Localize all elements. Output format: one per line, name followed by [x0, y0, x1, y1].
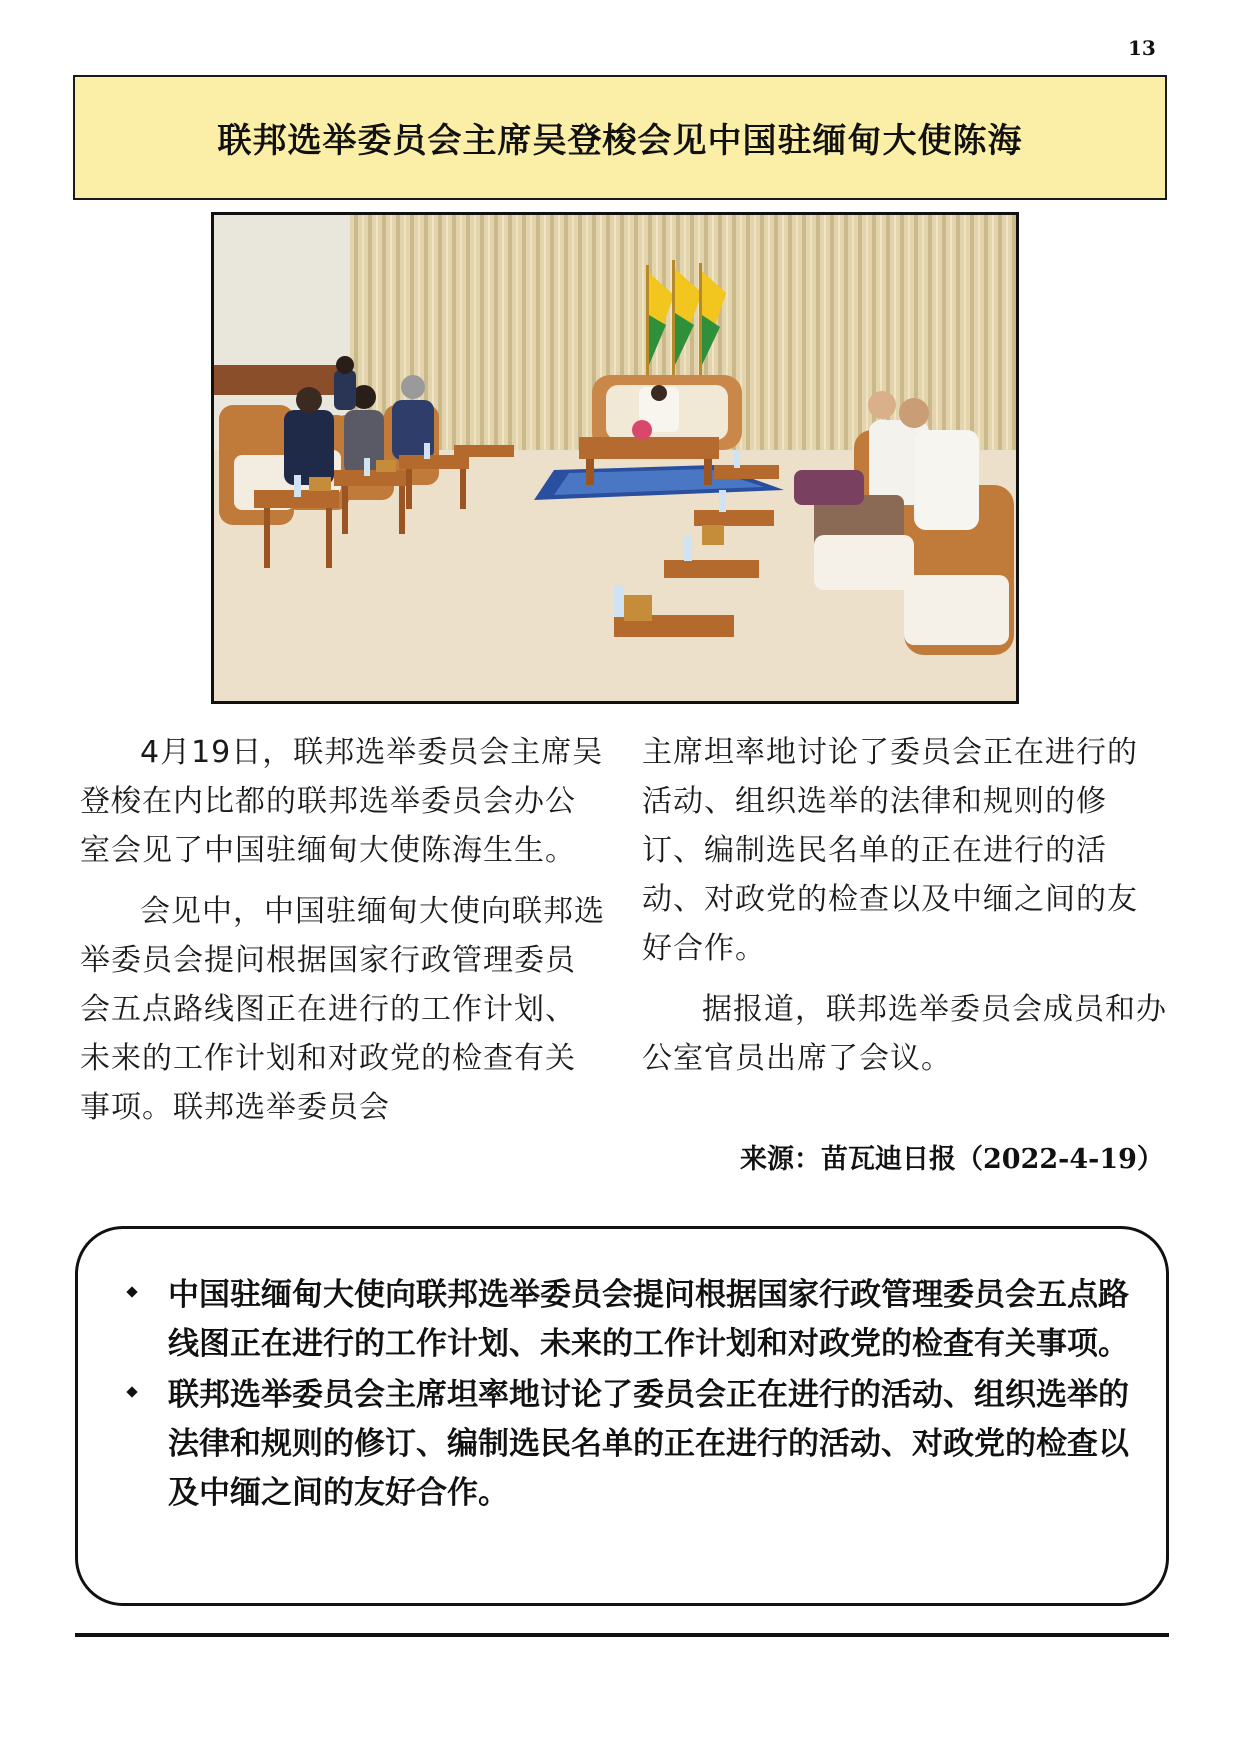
- article-paragraph: 主席坦率地讨论了委员会正在进行的活动、组织选举的法律和规则的修订、编制选民名单的正在进行的活动、对政党的检查以及中缅之间的友好合作。: [642, 735, 1138, 966]
- article-right-column: [642, 728, 1167, 1083]
- summary-item: [106, 1271, 1138, 1369]
- summary-item-text: 联邦选举委员会主席坦率地讨论了委员会正在进行的活动、组织选举的法律和规则的修订、编制选民名单的正在进行的活动、对政党的检查以及中缅之间的友好合作。: [168, 1377, 1129, 1511]
- diamond-bullet-icon: [126, 1286, 137, 1297]
- article-source: 来源：苗瓦迪日报（2022-4-19）: [740, 1144, 1164, 1175]
- summary-item-text: 中国驻缅甸大使向联邦选举委员会提问根据国家行政管理委员会五点路线图正在进行的工作计划、未来的工作计划和对政党的检查有关事项。: [168, 1277, 1129, 1362]
- summary-box: [75, 1226, 1169, 1606]
- meeting-photo-illustration: [214, 215, 1016, 701]
- article-paragraph: 4月19日，联邦选举委员会主席吴登梭在内比都的联邦选举委员会办公室会见了中国驻缅甸大使陈海生生。: [80, 735, 604, 868]
- title-banner: [73, 75, 1167, 200]
- article-paragraph: 会见中，中国驻缅甸大使向联邦选举委员会提问根据国家行政管理委员会五点路线图正在进行的工作计划、未来的工作计划和对政党的检查有关事项。联邦选举委员会: [80, 894, 605, 1125]
- diamond-bullet-icon: [126, 1386, 137, 1397]
- page-title: 联邦选举委员会主席吴登梭会见中国驻缅甸大使陈海: [217, 121, 1023, 161]
- page-number: 13: [1128, 36, 1156, 60]
- meeting-photo: [211, 212, 1019, 704]
- summary-item: [106, 1371, 1138, 1518]
- article-left-column: [80, 728, 605, 1132]
- bottom-divider: [75, 1633, 1169, 1637]
- article-paragraph: 据报道，联邦选举委员会成员和办公室官员出席了会议。: [642, 992, 1167, 1076]
